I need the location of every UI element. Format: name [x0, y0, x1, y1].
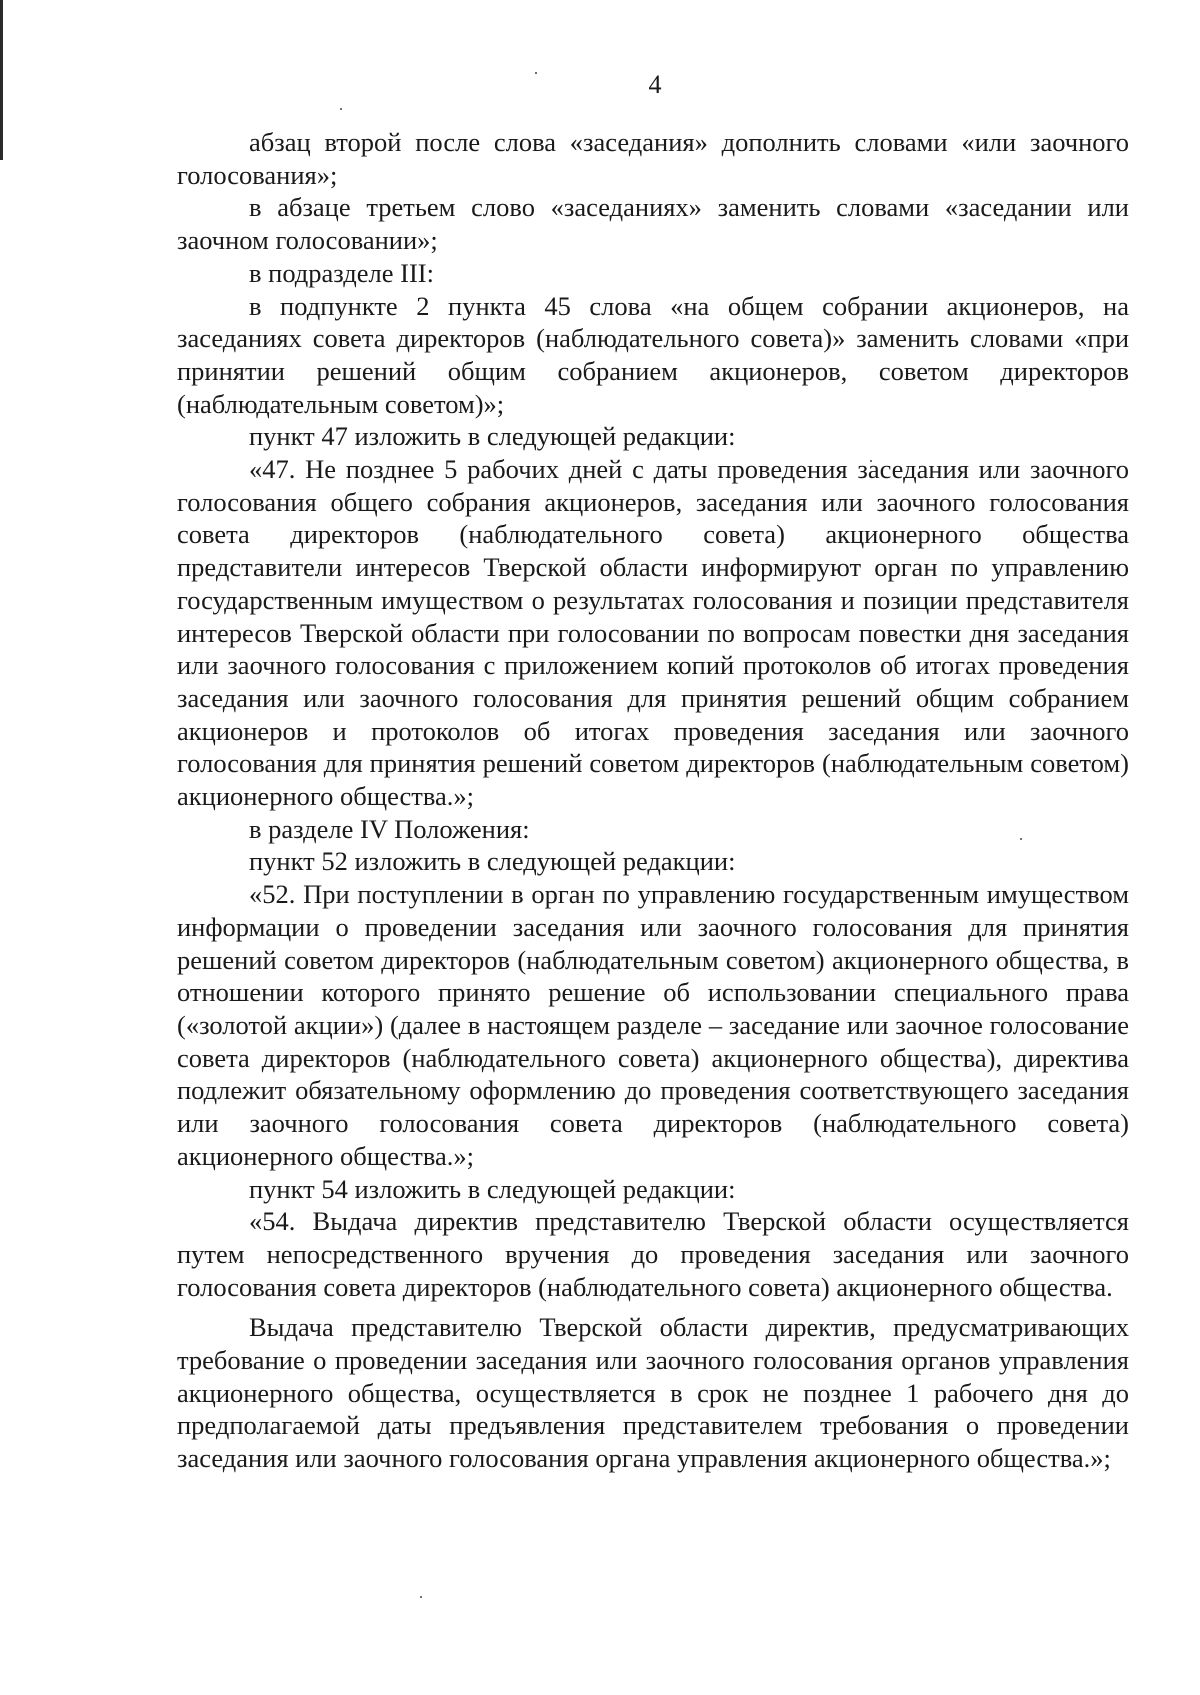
paragraph: в подразделе III:: [249, 257, 434, 288]
paragraph: пункт 54 изложить в следующей редакции:: [249, 1173, 736, 1204]
paragraph: в разделе IV Положения:: [249, 813, 530, 844]
scan-speck: [340, 108, 342, 110]
paragraph: пункт 52 изложить в следующей редакции:: [249, 846, 736, 877]
paragraph: «52. При поступлении в орган по управлению государственным имуществом информации о проведении заседания или заочного голосования для принятия решений советом директоров (наблюдательным советом) акционерного общества, в отношении которого принято решение об использовании специального права («золотой акции») (далее в настоящем разделе – заседание или заочное голосование совета директоров (наблюдательного совета) акционерного общества), директива подлежит обязательному оформлению до проведения соответствующего заседания или заочного голосования совета директоров (наблюдательного совета) акционерного общества.»;: [177, 879, 1129, 1171]
document-body: [177, 126, 1129, 1475]
paragraph: пункт 47 изложить в следующей редакции:: [249, 421, 736, 452]
paragraph: Выдача представителю Тверской области директив, предусматривающих требование о проведении заседания или заочного голосования органов управления акционерного общества, осуществляется в срок не позднее 1 рабочего дня до предполагаемой даты предъявления представителем требования о проведении заседания или заочного голосования органа управления акционерного общества.»;: [177, 1312, 1129, 1474]
paragraph: «47. Не позднее 5 рабочих дней с даты проведения заседания или заочного голосования общего собрания акционеров, заседания или заочного голосования совета директоров (наблюдательного совета) акционерного общества представители интересов Тверской области информируют орган по управлению государственным имуществом о результатах голосования и позиции представителя интересов Тверской области при голосовании по вопросам повестки дня заседания или заочного голосования с приложением копий протоколов об итогах проведения заседания или заочного голосования для принятия решений общим собранием акционеров и протоколов об итогах проведения заседания или заочного голосования для принятия решений советом директоров (наблюдательным советом) акционерного общества.»;: [177, 454, 1129, 812]
paragraph: в абзаце третьем слово «заседаниях» заменить словами «заседании или заочном голосовании»;: [177, 192, 1129, 256]
paragraph: «54. Выдача директив представителю Тверской области осуществляется путем непосредственного вручения до проведения заседания или заочного голосования совета директоров (наблюдательного совета) акционерного общества.: [177, 1206, 1129, 1302]
paragraph: в подпункте 2 пункта 45 слова «на общем собрании акционеров, на заседаниях совета директоров (наблюдательного совета)» заменить словами «при принятии решений общим собранием акционеров, советом директоров (наблюдательным советом)»;: [177, 290, 1129, 419]
scan-speck: [420, 1596, 422, 1598]
paragraph: абзац второй после слова «заседания» дополнить словами «или заочного голосования»;: [177, 127, 1129, 190]
page-number: 4: [648, 70, 662, 99]
